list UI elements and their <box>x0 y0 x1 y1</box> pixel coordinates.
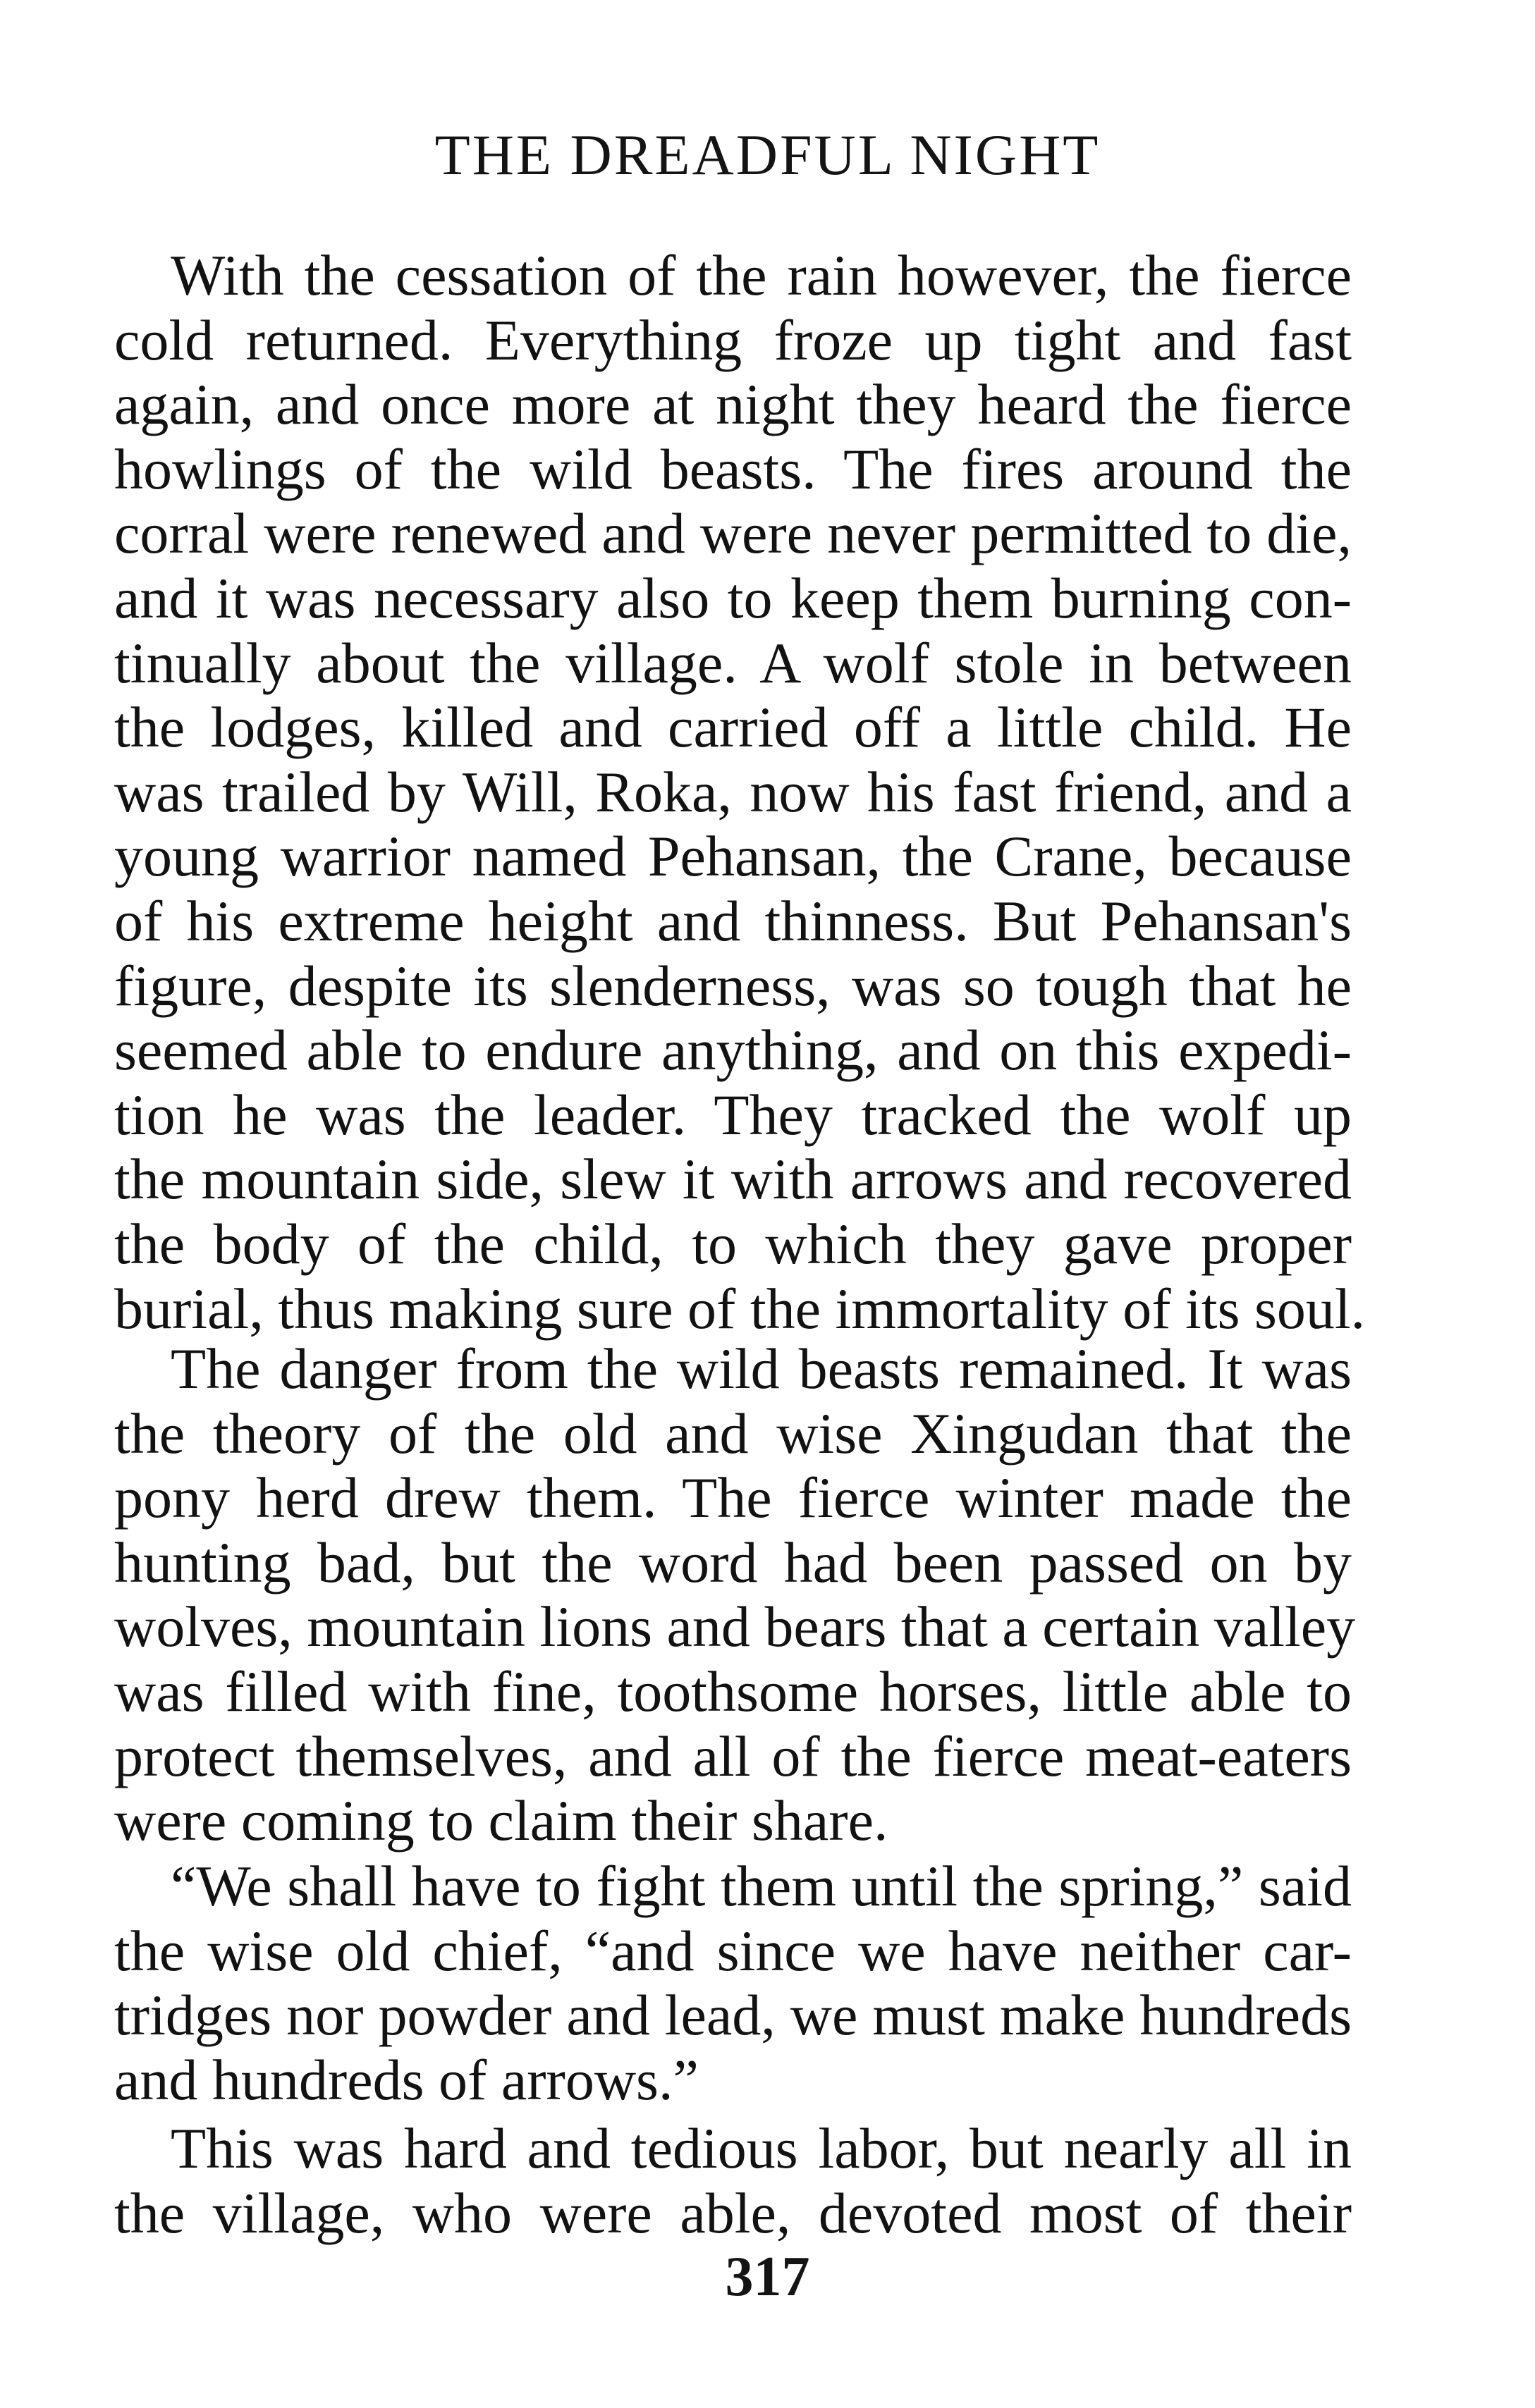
paragraph-3 <box>114 1854 1352 2112</box>
running-title: THE DREADFUL NIGHT <box>434 123 1101 187</box>
paragraph-1 <box>114 243 1366 1341</box>
text-line: seemed able to endure anything, and on this expedi- <box>114 1018 1352 1083</box>
text-line: This was hard and tedious labor, but nearly all in <box>171 2116 1352 2180</box>
text-line: was filled with fine, toothsome horses, little able to <box>114 1659 1352 1724</box>
text-line: With the cessation of the rain however, the fierce <box>171 243 1352 307</box>
text-line: tridges nor powder and lead, we must make hundreds <box>114 1983 1352 2048</box>
text-line: The danger from the wild beasts remained. It was <box>171 1337 1352 1401</box>
text-line: cold returned. Everything froze up tight and fast <box>114 307 1352 372</box>
text-line: and it was necessary also to keep them burning con- <box>114 565 1352 630</box>
text-line: again, and once more at night they heard the fierce <box>114 372 1352 437</box>
text-line: pony herd drew them. The fierce winter made the <box>114 1466 1352 1530</box>
text-line: was trailed by Will, Roka, now his fast friend, and a <box>114 759 1352 824</box>
text-line: tion he was the leader. They tracked the wolf up <box>114 1082 1352 1147</box>
text-line: young warrior named Pehansan, the Crane, because <box>114 824 1352 889</box>
page-number: 317 <box>725 2246 810 2308</box>
text-line: corral were renewed and were never permitted to die, <box>114 501 1352 566</box>
text-line: the mountain side, slew it with arrows and recovered <box>114 1147 1352 1212</box>
text-line: of his extreme height and thinness. But Pehansan's <box>114 888 1352 953</box>
text-line: tinually about the village. A wolf stole in between <box>114 630 1352 695</box>
text-line: figure, despite its slenderness, was so tough that he <box>114 953 1352 1018</box>
paragraph-4 <box>114 2116 1352 2245</box>
text-line: burial, thus making sure of the immortality of its soul. <box>114 1276 1366 1341</box>
text-line: protect themselves, and all of the fierce meat-eaters <box>114 1724 1352 1788</box>
text-line: the lodges, killed and carried off a little child. He <box>114 695 1352 760</box>
text-line: the theory of the old and wise Xingudan that the <box>114 1401 1352 1466</box>
text-line: the wise old chief, “and since we have neither car- <box>114 1918 1352 1983</box>
text-line: and hundreds of arrows.” <box>114 2047 699 2112</box>
text-line: wolves, mountain lions and bears that a certain valley <box>114 1595 1356 1659</box>
text-line: “We shall have to fight them until the spring,” said <box>171 1854 1352 1918</box>
text-line: hunting bad, but the word had been passed on by <box>114 1530 1352 1595</box>
text-line: howlings of the wild beasts. The fires around the <box>114 436 1352 501</box>
text-line: the body of the child, to which they gave proper <box>114 1211 1352 1276</box>
text-line: were coming to claim their share. <box>114 1788 888 1853</box>
paragraph-2 <box>114 1337 1356 1853</box>
text-line: the village, who were able, devoted most of their <box>114 2180 1352 2245</box>
